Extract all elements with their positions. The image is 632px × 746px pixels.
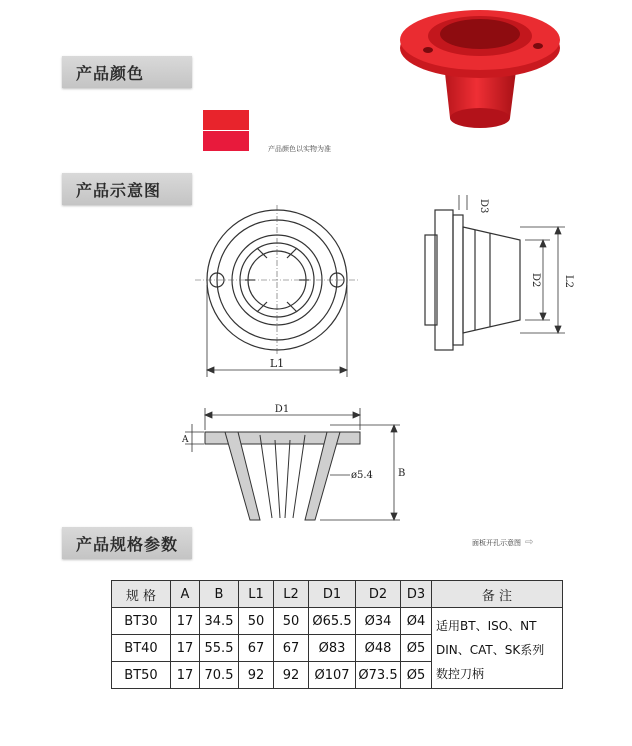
label-D1: D1 xyxy=(274,404,290,415)
cell: 50 xyxy=(239,608,274,635)
header-cell: 备 注 xyxy=(432,581,563,608)
label-L1: L1 xyxy=(269,357,285,370)
table-row xyxy=(112,608,563,635)
cell: Ø65.5 xyxy=(309,608,356,635)
cell: 17 xyxy=(171,662,200,689)
color-swatch-1 xyxy=(203,110,249,130)
spec-table-header-row xyxy=(112,581,563,608)
cell: Ø4 xyxy=(401,608,432,635)
cell: 92 xyxy=(274,662,309,689)
cell: 67 xyxy=(274,635,309,662)
cell: Ø107 xyxy=(309,662,356,689)
cell: 17 xyxy=(171,608,200,635)
cell: Ø34 xyxy=(356,608,401,635)
section-title-color-text: 产品颜色 xyxy=(76,63,145,83)
label-hole: ø5.4 xyxy=(351,470,373,481)
label-D3: D3 xyxy=(478,199,489,214)
panel-note-text: 面板开孔示意图 xyxy=(472,538,521,547)
spec-table xyxy=(111,580,563,689)
side-view-drawing xyxy=(415,185,575,365)
header-cell: L2 xyxy=(274,581,309,608)
header-cell: B xyxy=(200,581,239,608)
header-cell: D2 xyxy=(356,581,401,608)
product-photo xyxy=(398,0,568,140)
section-view-drawing xyxy=(180,400,410,530)
cell: Ø5 xyxy=(401,635,432,662)
cell: 70.5 xyxy=(200,662,239,689)
header-cell: D1 xyxy=(309,581,356,608)
front-view-drawing xyxy=(195,205,360,385)
header-cell: L1 xyxy=(239,581,274,608)
label-A: A xyxy=(182,435,189,445)
remark-line: 数控刀柄 xyxy=(436,667,485,681)
header-cell: 规 格 xyxy=(112,581,171,608)
cell: 34.5 xyxy=(200,608,239,635)
label-B: B xyxy=(398,468,406,479)
header-cell: D3 xyxy=(401,581,432,608)
section-title-color xyxy=(62,56,192,88)
cell: Ø5 xyxy=(401,662,432,689)
cell: Ø73.5 xyxy=(356,662,401,689)
header-cell: A xyxy=(171,581,200,608)
label-D2: D2 xyxy=(530,273,541,288)
cell: BT50 xyxy=(112,662,171,689)
section-title-spec-text: 产品规格参数 xyxy=(76,534,179,554)
remark-line: 适用BT、ISO、NT xyxy=(436,619,537,633)
cell: 17 xyxy=(171,635,200,662)
remark-cell xyxy=(432,608,563,689)
panel-note xyxy=(472,537,533,548)
label-L2: L2 xyxy=(563,275,574,289)
section-title-diagram xyxy=(62,173,192,205)
cell: BT40 xyxy=(112,635,171,662)
cell: 55.5 xyxy=(200,635,239,662)
color-swatch-2 xyxy=(203,131,249,151)
cell: 67 xyxy=(239,635,274,662)
cell: BT30 xyxy=(112,608,171,635)
cell: 50 xyxy=(274,608,309,635)
section-title-spec xyxy=(62,527,192,559)
cell: 92 xyxy=(239,662,274,689)
arrow-right-icon: ⇨ xyxy=(525,537,534,548)
cell: Ø83 xyxy=(309,635,356,662)
remark-line: DIN、CAT、SK系列 xyxy=(436,643,545,657)
section-title-diagram-text: 产品示意图 xyxy=(76,180,162,200)
color-note: 产品颜色以实物为准 xyxy=(268,145,331,153)
cell: Ø48 xyxy=(356,635,401,662)
